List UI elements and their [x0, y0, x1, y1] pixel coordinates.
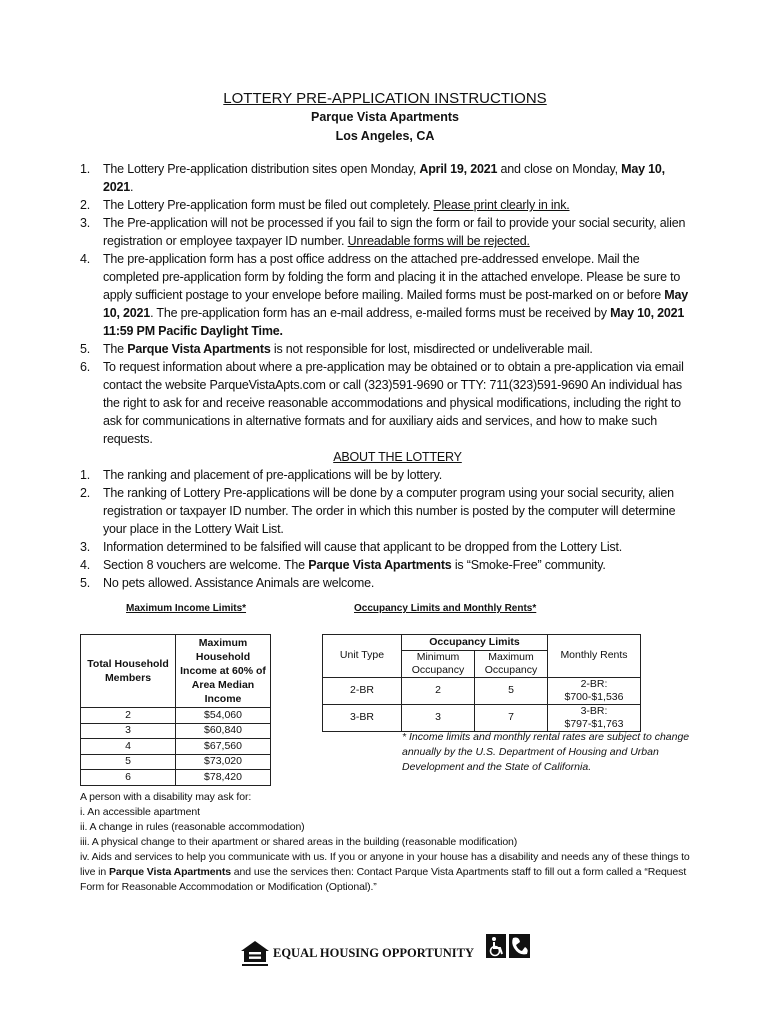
table-cell: 3-BR: $797-$1,763: [548, 704, 641, 731]
header-max-occupancy: Maximum Occupancy: [475, 650, 548, 677]
text-run: The ranking and placement of pre-applications will be by lottery.: [103, 468, 443, 482]
text-run: i. An accessible apartment: [80, 806, 200, 818]
list-text: [103, 340, 692, 358]
table-cell: $67,560: [176, 739, 271, 755]
occupancy-table-header-row-1: [323, 635, 641, 651]
table-cell: $54,060: [176, 708, 271, 724]
disability-notice: [80, 790, 700, 895]
text-run: Information determined to be falsified will cause that applicant to be dropped from the Lottery List.: [103, 540, 622, 554]
bold-text: May 10, 2021: [103, 162, 665, 194]
accessibility-icons: [486, 934, 530, 958]
table-cell: 2-BR: [323, 677, 402, 704]
list-text: [103, 556, 692, 574]
equal-housing-footer: [240, 940, 540, 970]
text-run: and use the services then: Contact Parque Vista Apartments staff to fill out a form called a “Request Form for Reasonable Accommodation or Modification (Optional).”: [80, 866, 687, 893]
text-run: ii. A change in rules (reasonable accommodation): [80, 821, 305, 833]
header-household-members: Total Household Members: [81, 635, 176, 708]
footnote: * Income limits and monthly rental rates are subject to change annually by the U.S. Department of Housing and Urban Development and the State of California.: [402, 731, 690, 773]
text-run: The Lottery Pre-application distribution sites open Monday,: [103, 162, 420, 176]
list-number: 2.: [80, 486, 91, 500]
bold-text: Parque Vista Apartments: [308, 558, 452, 572]
text-run: The Lottery Pre-application form must be filed out completely.: [103, 198, 434, 212]
instruction-item-3: [80, 214, 692, 250]
table-cell: 2: [402, 677, 475, 704]
equal-housing-logo-icon: [240, 940, 270, 968]
list-text: [103, 160, 692, 196]
text-run: The pre-application form has a post office address on the attached pre-addressed envelope. Mail the completed pre-application form by folding the form and placing it in the attached envelope. Please be sure to apply sufficient postage to your envelope before mailing. Mailed forms must be post-marked on or before: [103, 252, 681, 302]
disability-line: [80, 835, 700, 850]
text-run: iii. A physical change to their apartment or shared areas in the building (reasonable modification): [80, 836, 518, 848]
about-item-5: [80, 574, 692, 592]
income-table-row: [81, 739, 271, 755]
instruction-item-4: [80, 250, 692, 340]
income-table-header: [81, 635, 271, 708]
about-item-2: [80, 484, 692, 538]
text-run: . The pre-application form has an e-mail address, e-mailed forms must be received by: [150, 306, 611, 320]
text-run: No pets allowed. Assistance Animals are welcome.: [103, 576, 375, 590]
list-text: [103, 466, 692, 484]
text-run: A person with a disability may ask for:: [80, 791, 252, 803]
text-run: .: [130, 180, 134, 194]
property-name: Parque Vista Apartments: [311, 110, 459, 124]
list-text: [103, 538, 692, 556]
table-cell: 4: [81, 739, 176, 755]
bold-text: May 10, 2021: [103, 288, 688, 320]
list-number: 5.: [80, 342, 91, 356]
list-number: 4.: [80, 558, 91, 572]
table-cell: 2: [81, 708, 176, 724]
list-number: 6.: [80, 360, 91, 374]
bold-text: May 10, 2021 11:59 PM Pacific Daylight Time.: [103, 306, 685, 338]
text-run: The ranking of Lottery Pre-applications will be done by a computer program using your social security, alien registration or taxpayer ID number. The order in which this number is posted by the computer will determine your place in the Lottery Wait List.: [103, 486, 676, 536]
disability-line: [80, 805, 700, 820]
list-text: [103, 214, 692, 250]
income-table-row: [81, 708, 271, 724]
list-number: 5.: [80, 576, 91, 590]
list-number: 1.: [80, 162, 91, 176]
income-table-row: [81, 770, 271, 786]
disability-line: [80, 790, 700, 805]
text-run: To request information about where a pre-application may be obtained or to obtain a pre-application via email contact the website ParqueVistaApts.com or call (323)591-9690 or TTY: 711(323)591-9690 An individual has the right to ask for and receive reasonable accommodations and physical modifications, including the right to ask for communications in alternative formats and for auxiliary aids and services, and how to make such requests.: [103, 360, 684, 446]
list-number: 4.: [80, 252, 91, 266]
table-cell: 3-BR: [323, 704, 402, 731]
instruction-item-6: [80, 358, 692, 448]
table-cell: $78,420: [176, 770, 271, 786]
table-cell: 5: [475, 677, 548, 704]
income-table: [80, 634, 271, 786]
table-cell: 3: [81, 723, 176, 739]
income-caption: Maximum Income Limits*: [126, 603, 247, 614]
income-table-row: [81, 754, 271, 770]
header-occupancy-limits: Occupancy Limits: [402, 635, 548, 651]
about-item-1: [80, 466, 692, 484]
instruction-item-5: [80, 340, 692, 358]
header-unit-type: Unit Type: [323, 635, 402, 678]
table-cell: 6: [81, 770, 176, 786]
text-run: is “Smoke-Free” community.: [451, 558, 606, 572]
occupancy-table-row: [323, 677, 641, 704]
list-number: 2.: [80, 198, 91, 212]
bold-text: Parque Vista Apartments: [127, 342, 271, 356]
header-min-occupancy: Minimum Occupancy: [402, 650, 475, 677]
income-table-row: [81, 723, 271, 739]
list-number: 3.: [80, 540, 91, 554]
text-run: iv. Aids and services to help you communicate with us. If you or anyone in your house has a disability and needs any of these things to live in: [80, 851, 690, 878]
instruction-item-2: [80, 196, 692, 214]
about-heading: ABOUT THE LOTTERY: [333, 450, 462, 464]
occupancy-caption: Occupancy Limits and Monthly Rents*: [354, 603, 537, 614]
list-text: [103, 484, 692, 538]
underlined-text: Unreadable forms will be rejected.: [347, 234, 530, 248]
text-run: and close on Monday,: [497, 162, 622, 176]
about-item-4: [80, 556, 692, 574]
table-cell: $60,840: [176, 723, 271, 739]
text-run: The: [103, 342, 128, 356]
instructions-list: [80, 160, 692, 592]
text-run: is not responsible for lost, misdirected or undeliverable mail.: [270, 342, 593, 356]
text-run: The Pre-application will not be processed if you fail to sign the form or fail to provide your social security, alien registration or employee taxpayer ID number.: [103, 216, 686, 248]
list-number: 1.: [80, 468, 91, 482]
list-text: [103, 250, 692, 340]
disability-line: [80, 820, 700, 835]
property-city: Los Angeles, CA: [335, 129, 435, 143]
list-text: [103, 574, 692, 592]
table-cell: 7: [475, 704, 548, 731]
bold-text: April 19, 2021: [419, 162, 498, 176]
underlined-text: Please print clearly in ink.: [433, 198, 570, 212]
instruction-item-1: [80, 160, 692, 196]
table-cell: 3: [402, 704, 475, 731]
table-cell: $73,020: [176, 754, 271, 770]
list-number: 3.: [80, 216, 91, 230]
list-text: [103, 196, 692, 214]
about-item-3: [80, 538, 692, 556]
occupancy-table-row: [323, 704, 641, 731]
page-title: LOTTERY PRE-APPLICATION INSTRUCTIONS: [223, 90, 547, 107]
table-cell: 2-BR: $700-$1,536: [548, 677, 641, 704]
list-text: [103, 358, 692, 448]
occupancy-table: [322, 634, 641, 732]
disability-line: [80, 850, 700, 895]
bold-text: Parque Vista Apartments: [108, 866, 231, 878]
equal-housing-text: EQUAL HOUSING OPPORTUNITY: [273, 946, 474, 960]
text-run: Section 8 vouchers are welcome. The: [103, 558, 309, 572]
header-max-income: Maximum Household Income at 60% of Area Median Income: [176, 635, 271, 708]
table-cell: 5: [81, 754, 176, 770]
header-monthly-rents: Monthly Rents: [548, 635, 641, 678]
